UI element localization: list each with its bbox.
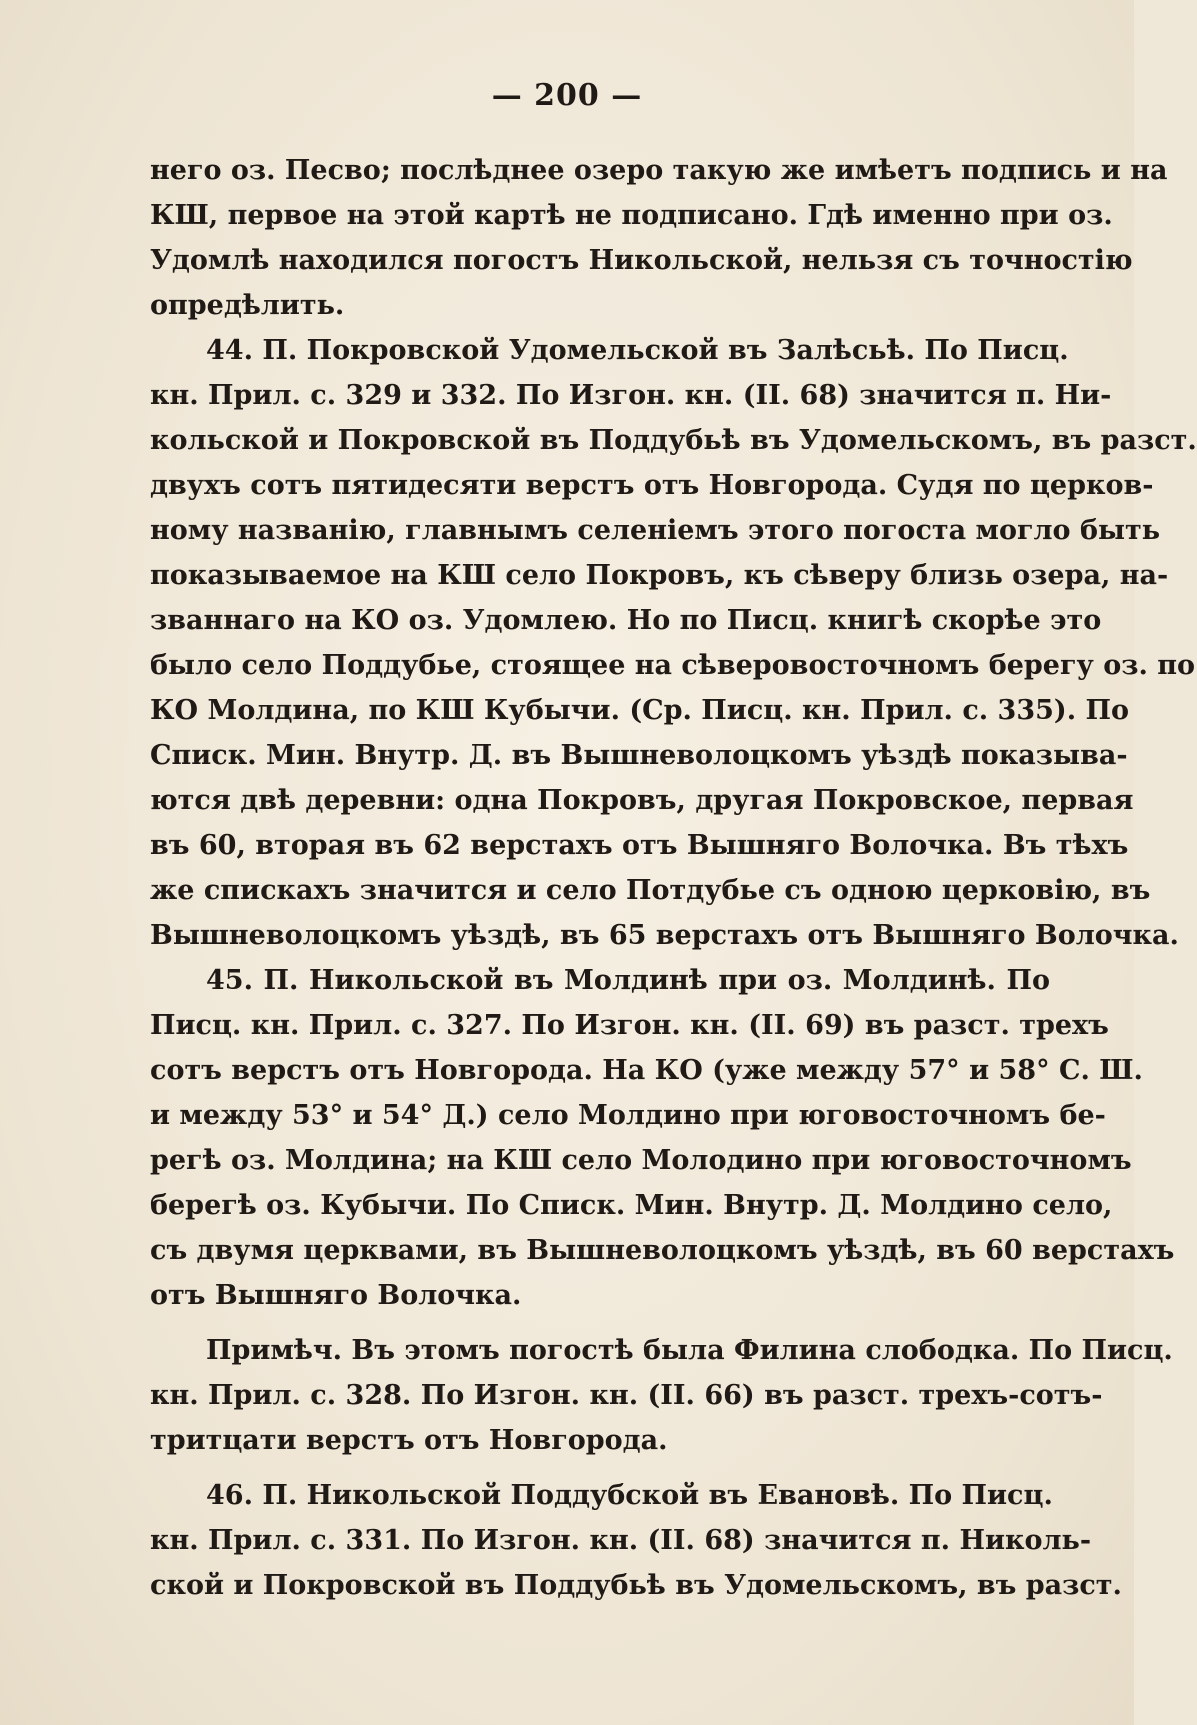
text-line: КШ, первое на этой картѣ не подписано. Гдѣ именно при оз.: [150, 200, 1113, 231]
text-line: берегѣ оз. Кубычи. По Списк. Мин. Внутр. Д. Молдино село,: [150, 1190, 1113, 1221]
text-line: регѣ оз. Молдина; на КШ село Молодино при юговосточномъ: [150, 1145, 1132, 1176]
text-line: кн. Прил. с. 329 и 332. По Изгон. кн. (II. 68) значится п. Ни-: [150, 380, 1112, 411]
text-line: Писц. кн. Прил. с. 327. По Изгон. кн. (II. 69) въ разст. трехъ: [150, 1010, 1109, 1041]
text-line: кн. Прил. с. 331. По Изгон. кн. (II. 68) значится п. Николь-: [150, 1525, 1092, 1556]
text-line: Списк. Мин. Внутр. Д. въ Вышневолоцкомъ уѣздѣ показыва-: [150, 740, 1128, 771]
text-line: 46. П. Никольской Поддубской въ Евановѣ. По Писц.: [206, 1480, 1053, 1511]
text-line: показываемое на КШ село Покровъ, къ сѣверу близь озера, на-: [150, 560, 1169, 591]
text-line: кн. Прил. с. 328. По Изгон. кн. (II. 66) въ разст. трехъ-сотъ-: [150, 1380, 1103, 1411]
text-line: было село Поддубье, стоящее на сѣверовосточномъ берегу оз. по: [150, 650, 1196, 681]
text-line: ской и Покровской въ Поддубьѣ въ Удомельскомъ, въ разст.: [150, 1570, 1122, 1601]
body-text: [150, 148, 1197, 1608]
text-line: КО Молдина, по КШ Кубычи. (Ср. Писц. кн. Прил. с. 335). По: [150, 695, 1130, 726]
text-line: тритцати верстъ отъ Новгорода.: [150, 1425, 668, 1456]
text-line: сотъ верстъ отъ Новгорода. На КО (уже между 57° и 58° С. Ш.: [150, 1055, 1143, 1086]
text-line: ются двѣ деревни: одна Покровъ, другая Покровское, первая: [150, 785, 1134, 816]
text-line: 44. П. Покровской Удомельской въ Залѣсьѣ. По Писц.: [206, 335, 1069, 366]
text-line: званнаго на КО оз. Удомлею. Но по Писц. книгѣ скорѣе это: [150, 605, 1102, 636]
text-line: ному названію, главнымъ селеніемъ этого погоста могло быть: [150, 515, 1161, 546]
text-line: 45. П. Никольской въ Молдинѣ при оз. Молдинѣ. По: [206, 965, 1050, 996]
text-line: двухъ сотъ пятидесяти верстъ отъ Новгорода. Судя по церков-: [150, 470, 1154, 501]
text-line: Удомлѣ находился погостъ Никольской, нельзя съ точностію: [150, 245, 1133, 276]
text-line: опредѣлить.: [150, 290, 345, 321]
text-line: въ 60, вторая въ 62 верстахъ отъ Вышняго Волочка. Въ тѣхъ: [150, 830, 1129, 861]
text-line: и между 53° и 54° Д.) село Молдино при юговосточномъ бе-: [150, 1100, 1106, 1131]
text-line: Примѣч. Въ этомъ погостѣ была Филина слободка. По Писц.: [206, 1335, 1173, 1366]
text-line: Вышневолоцкомъ уѣздѣ, въ 65 верстахъ отъ Вышняго Волочка.: [150, 920, 1179, 951]
text-line: съ двумя церквами, въ Вышневолоцкомъ уѣздѣ, въ 60 верстахъ: [150, 1235, 1175, 1266]
text-line: кольской и Покровской въ Поддубьѣ въ Удомельскомъ, въ разст.: [150, 425, 1197, 456]
text-line: отъ Вышняго Волочка.: [150, 1280, 522, 1311]
text-line: него оз. Песво; послѣднее озеро такую же имѣетъ подпись и на: [150, 155, 1168, 186]
text-line: же спискахъ значится и село Потдубье съ одною церковію, въ: [150, 875, 1151, 906]
page-number: — 200 —: [491, 78, 643, 113]
